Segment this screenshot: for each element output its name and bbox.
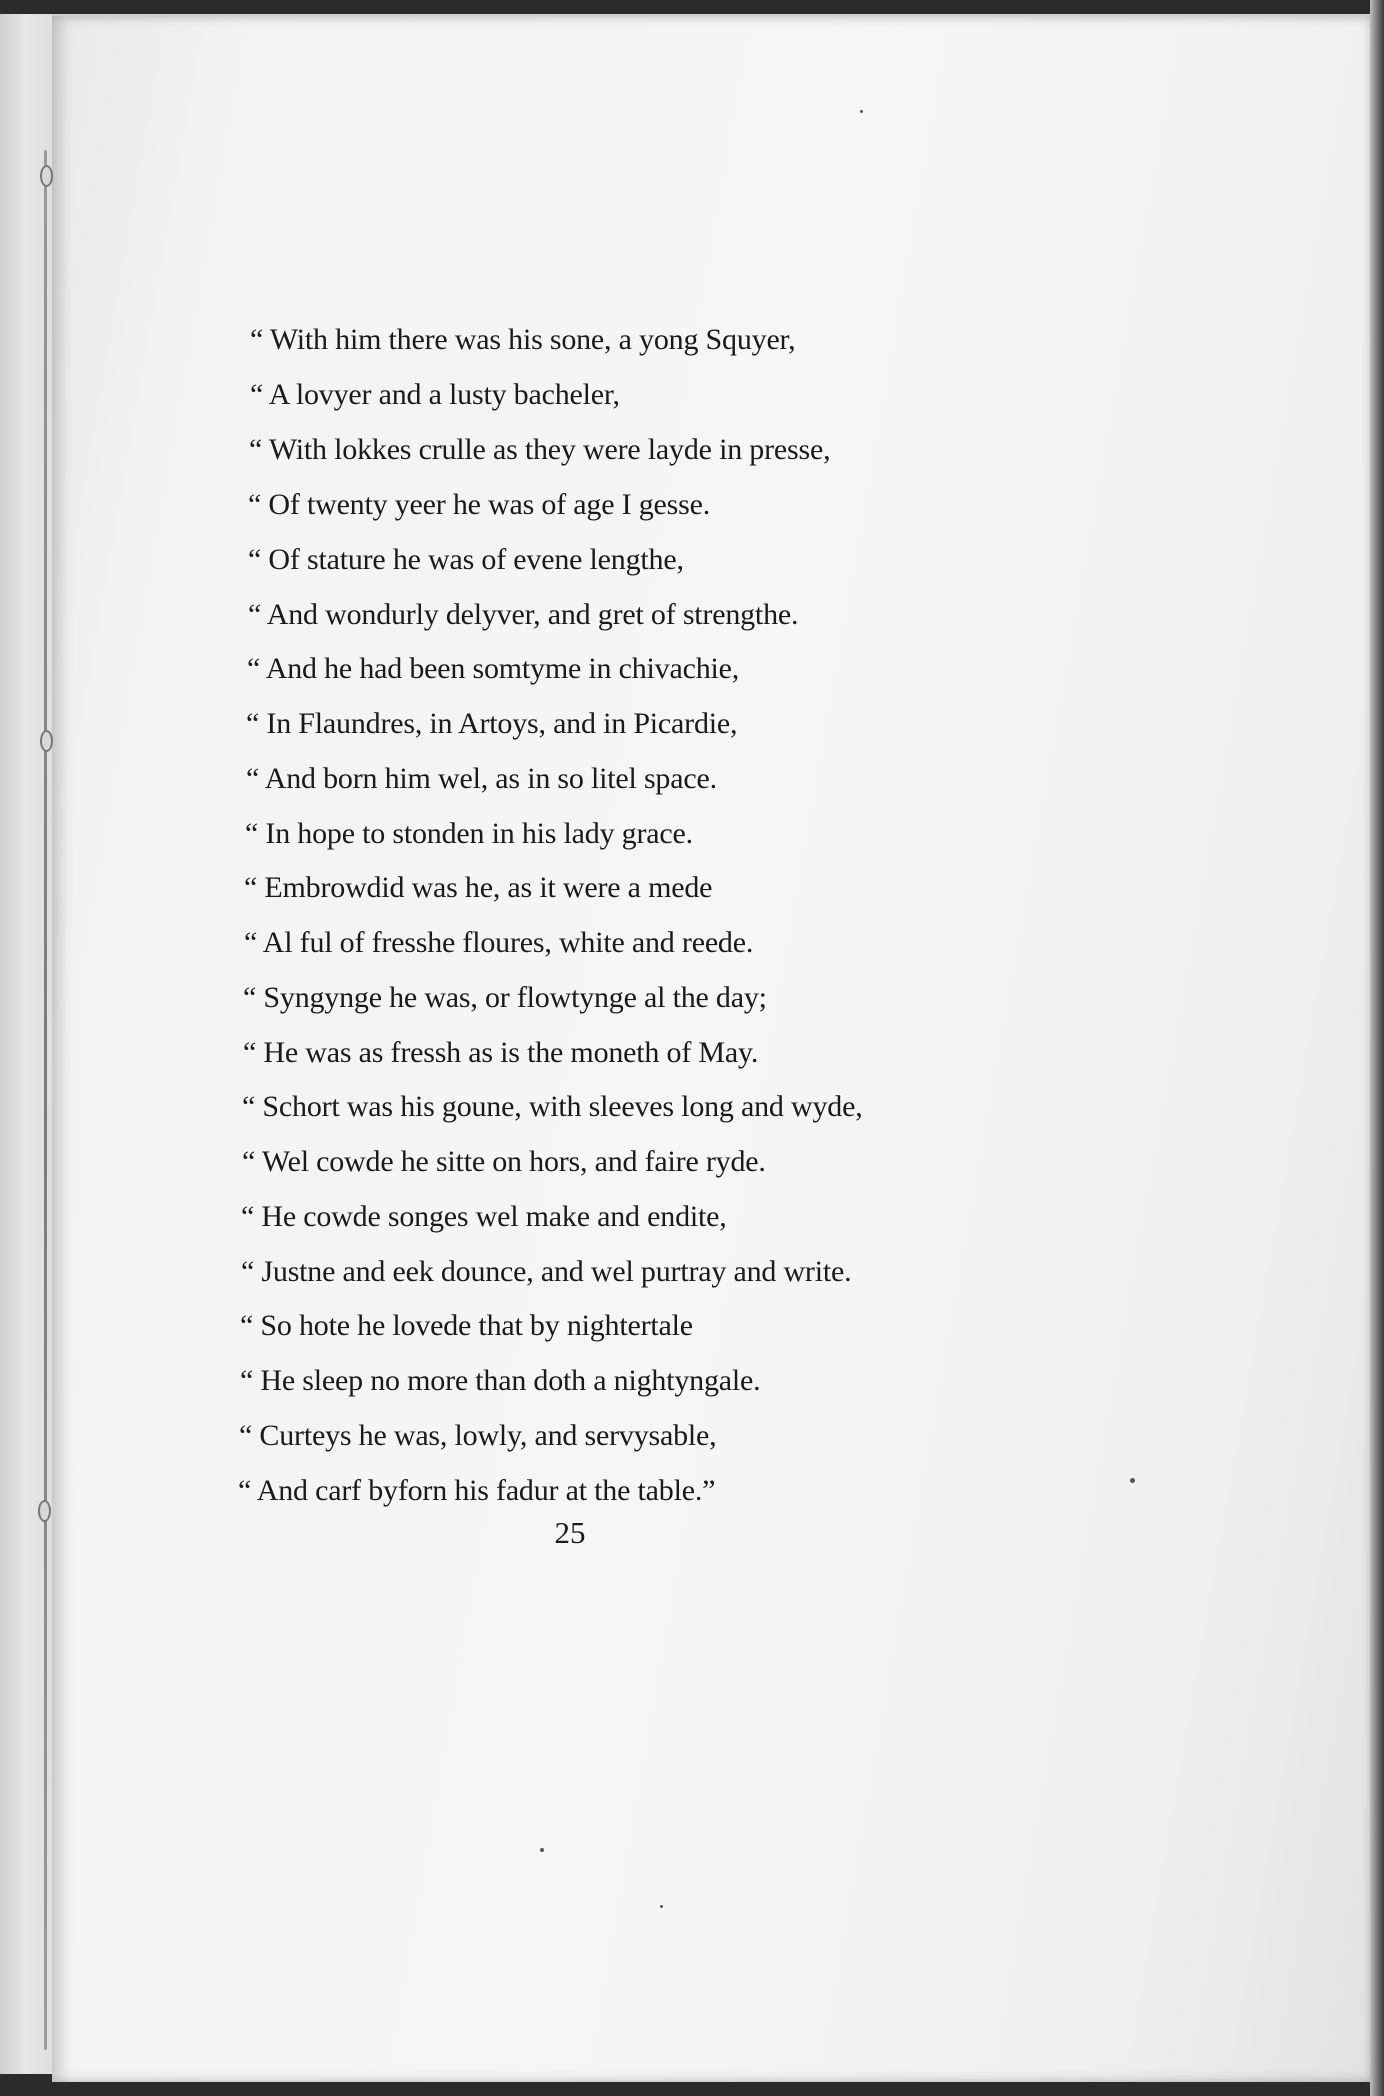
- verse-line: “ And wondurly delyver, and gret of strengthe.: [248, 597, 799, 631]
- verse-line: “ With him there was his sone, a yong Squyer,: [250, 323, 796, 356]
- verse-line: “ And he had been somtyme in chivachie,: [247, 652, 740, 685]
- verse-line: “ Curteys he was, lowly, and servysable,: [239, 1419, 717, 1452]
- scan-right-edge: [1370, 0, 1384, 2096]
- verse-line: “ A lovyer and a lusty bacheler,: [250, 377, 620, 411]
- verse-line: “ With lokkes crulle as they were layde in presse,: [249, 433, 831, 466]
- verse-line: “ In Flaundres, in Artoys, and in Picardie,: [246, 706, 738, 740]
- paper-speck: [540, 1848, 544, 1852]
- verse-line: “ Justne and eek dounce, and wel purtray and write.: [241, 1254, 852, 1288]
- verse-line: “ He cowde songes wel make and endite,: [241, 1200, 727, 1233]
- verse-line: “ Schort was his goune, with sleeves long and wyde,: [242, 1090, 863, 1123]
- verse-line: “ So hote he lovede that by nightertale: [240, 1309, 693, 1342]
- binding-stitch: [40, 165, 53, 187]
- verse-line: “ He was as fressh as is the moneth of May.: [243, 1035, 759, 1069]
- verse-line: “ And carf byforn his fadur at the table.”: [238, 1473, 716, 1507]
- verse-line: “ Of stature he was of evene lengthe,: [248, 543, 684, 576]
- paper-speck: [1130, 1478, 1135, 1483]
- binding-stitch: [40, 730, 53, 752]
- verse-line: “ Al ful of fresshe floures, white and reede.: [244, 925, 754, 959]
- verse-line: “ Syngynge he was, or flowtynge al the day;: [243, 981, 767, 1014]
- verse-line: “ Embrowdid was he, as it were a mede: [244, 871, 713, 904]
- verse-line: “ In hope to stonden in his lady grace.: [245, 816, 693, 850]
- binding-stitch: [38, 1500, 51, 1522]
- verse-line: “ Of twenty yeer he was of age I gesse.: [248, 487, 711, 521]
- verse-line: “ Wel cowde he sitte on hors, and faire ryde.: [242, 1144, 766, 1178]
- verse-block: [238, 315, 978, 1514]
- verse-line: “ He sleep no more than doth a nightyngale.: [240, 1363, 761, 1397]
- paper-speck: [860, 110, 863, 113]
- binding-thread: [44, 150, 47, 2050]
- paper-speck: [660, 1905, 663, 1908]
- page-number: 25: [554, 1515, 586, 1550]
- verse-line: “ And born him wel, as in so litel space.: [246, 762, 717, 795]
